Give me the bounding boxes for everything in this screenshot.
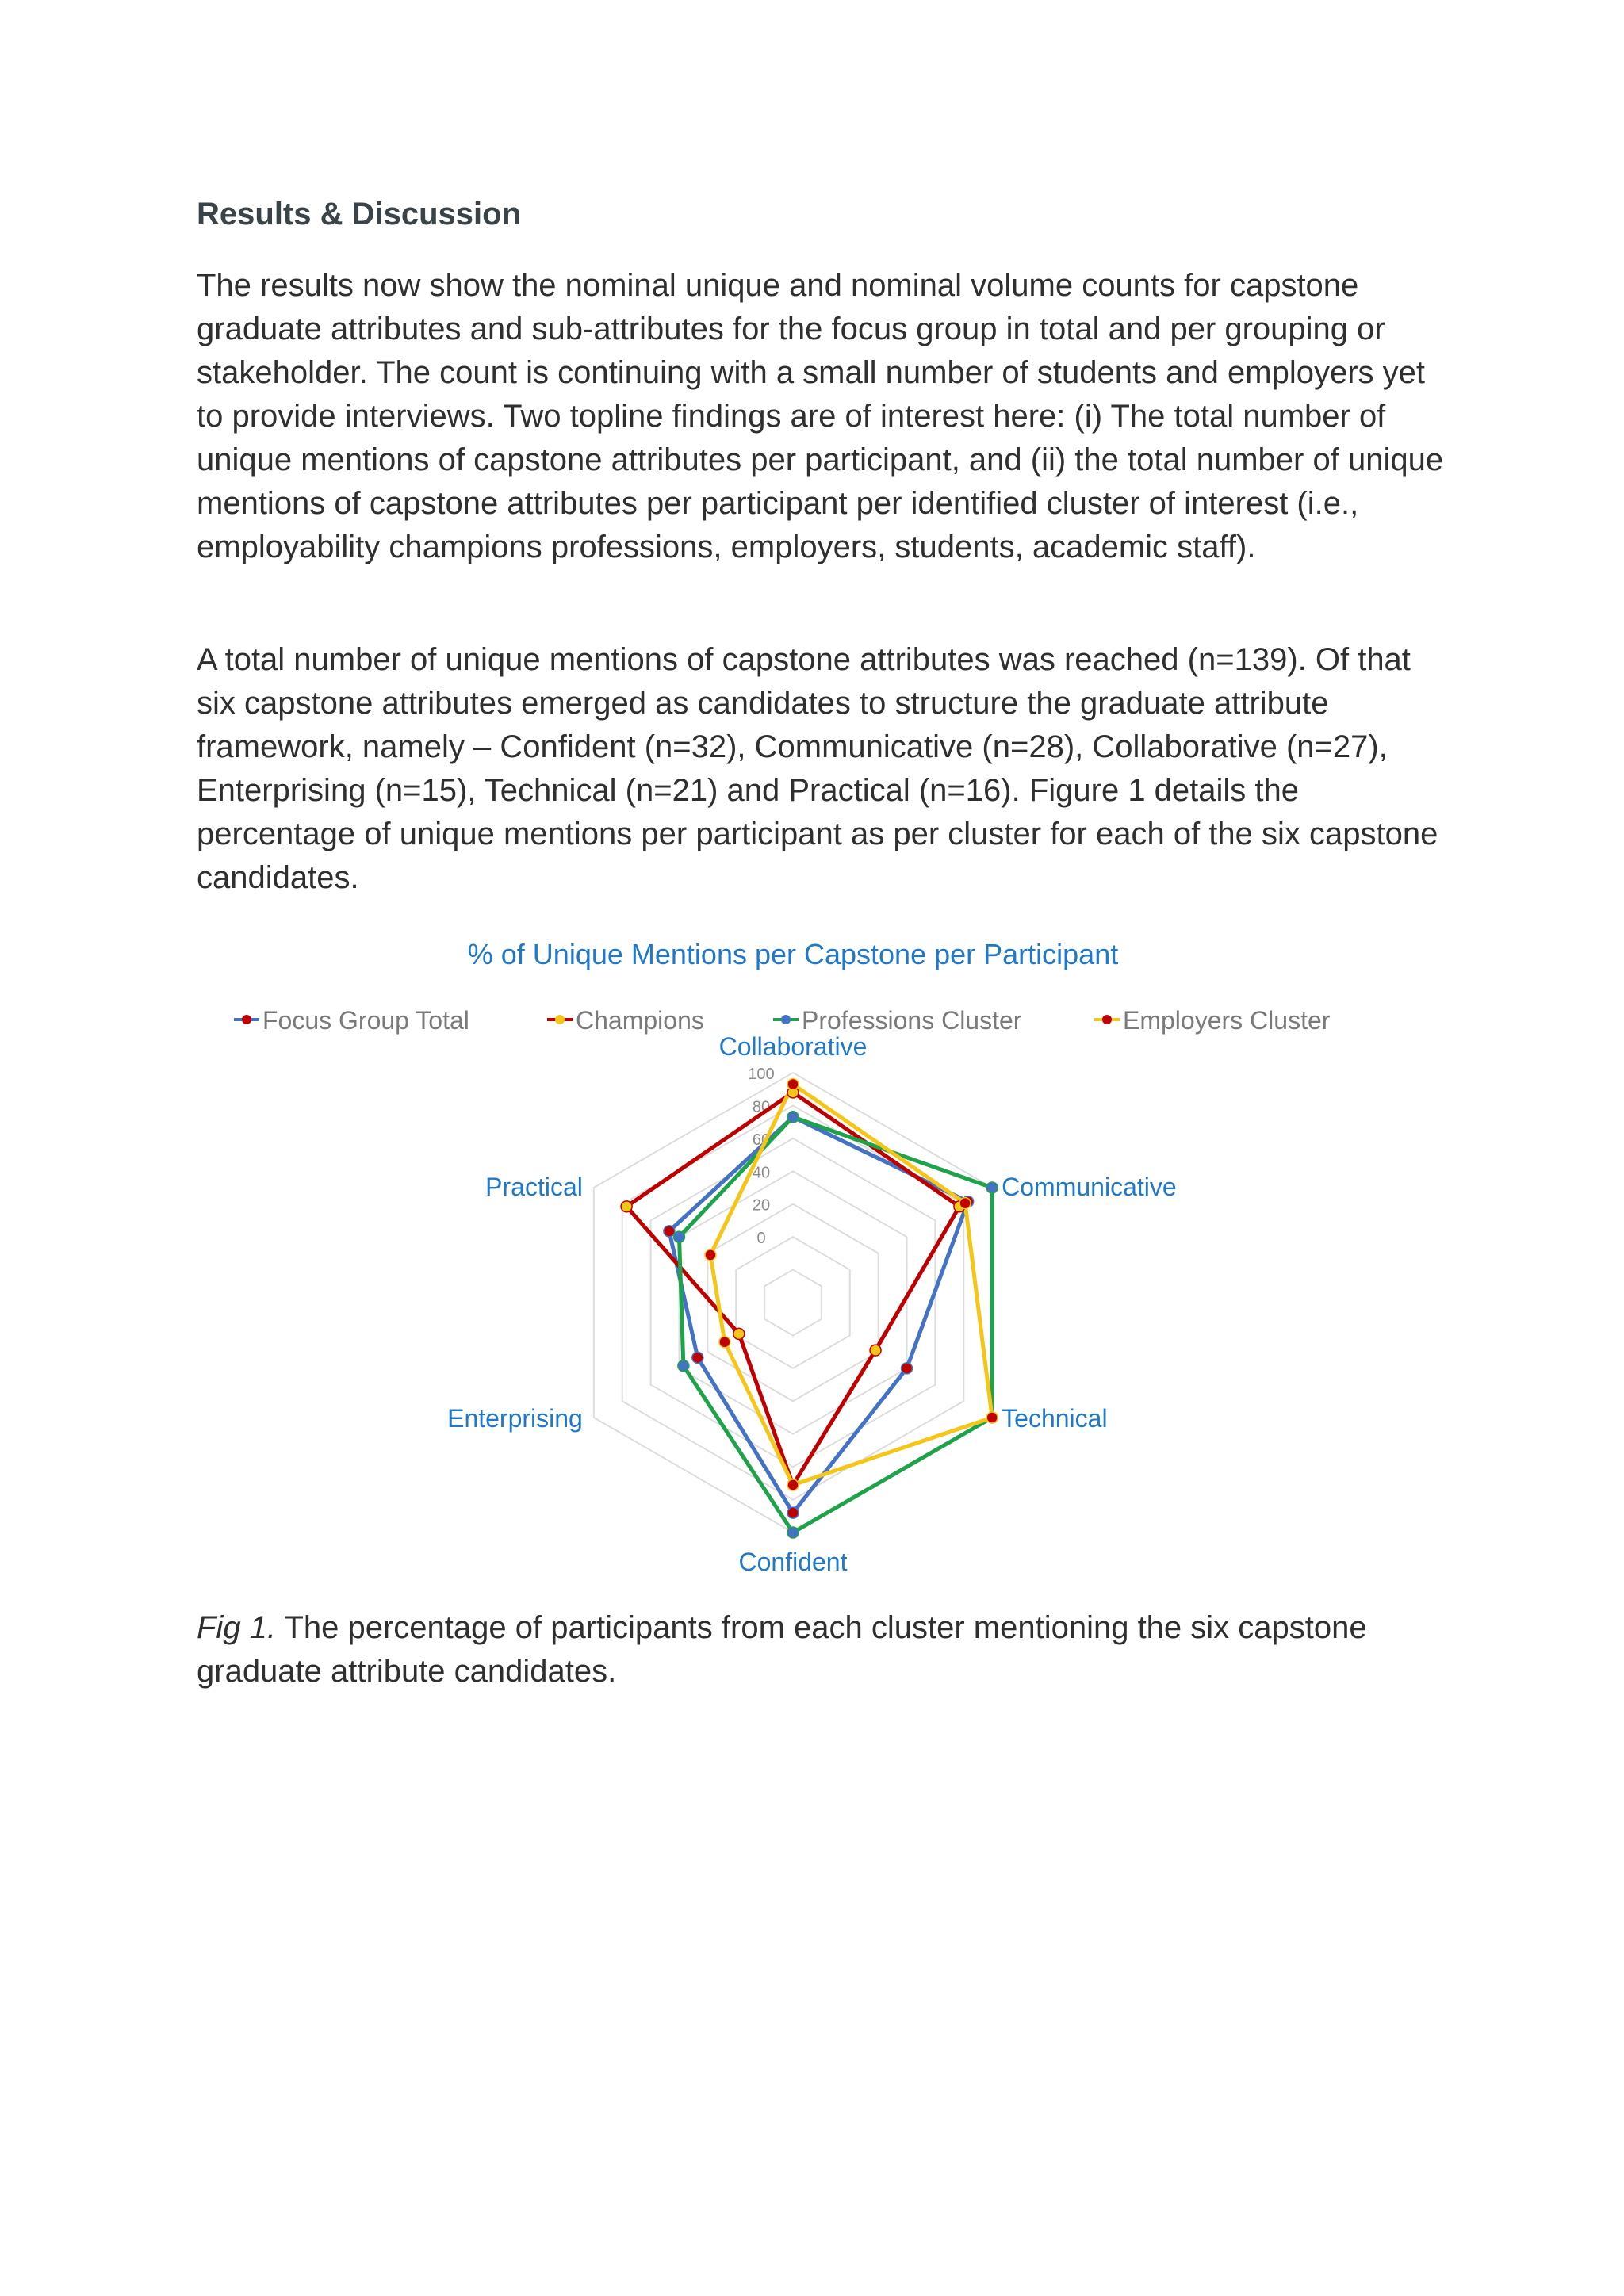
data-point-focus-group-total-technical <box>902 1363 913 1374</box>
data-point-professions-cluster-enterprising <box>678 1360 689 1372</box>
axis-label-enterprising: Enterprising <box>447 1404 583 1433</box>
axis-label-practical: Practical <box>485 1173 583 1201</box>
paragraph-1-container <box>197 264 1450 569</box>
grid-ring-60 <box>651 1138 936 1467</box>
chart-title: % of Unique Mentions per Capstone per Participant <box>467 938 1119 970</box>
radar-chart <box>262 936 1331 1576</box>
legend-label-professions-cluster: Professions Cluster <box>802 1006 1022 1035</box>
radar-chart-figure <box>262 936 1331 1576</box>
tick-label-0: 0 <box>756 1230 766 1248</box>
legend-label-champions: Champions <box>576 1006 704 1035</box>
tick-label-100: 100 <box>748 1066 775 1083</box>
tick-label-40: 40 <box>752 1164 771 1182</box>
figure-caption-text: The percentage of participants from each cluster mentioning the six capstone graduate attribute candidates. <box>197 1610 1367 1689</box>
legend-marker-champions <box>555 1015 565 1024</box>
data-point-professions-cluster-practical <box>673 1231 684 1242</box>
data-point-focus-group-total-enterprising <box>692 1352 703 1363</box>
data-point-professions-cluster-confident <box>787 1527 799 1538</box>
axis-label-technical: Technical <box>1002 1404 1108 1433</box>
series-line-champions <box>626 1093 959 1485</box>
data-point-employers-cluster-confident <box>787 1479 799 1490</box>
axis-label-communicative: Communicative <box>1002 1173 1177 1201</box>
figure-caption <box>197 1606 1450 1693</box>
data-point-employers-cluster-collaborative <box>787 1079 799 1090</box>
data-point-champions-practical <box>621 1201 632 1212</box>
tick-label-20: 20 <box>752 1196 771 1215</box>
figure-caption-label: Fig 1. <box>197 1610 277 1645</box>
data-point-employers-cluster-technical <box>986 1412 998 1423</box>
paragraph-2-container <box>197 638 1450 900</box>
section-heading: Results & Discussion <box>197 197 522 232</box>
data-point-professions-cluster-collaborative <box>787 1112 799 1123</box>
data-point-champions-enterprising <box>733 1328 745 1339</box>
data-point-focus-group-total-confident <box>787 1507 799 1518</box>
grid-ring-20 <box>707 1204 878 1402</box>
paragraph-2: A total number of unique mentions of capstone attributes was reached (n=139). Of that six capstone attributes emerged as candidates to structure the graduate attribute framework, namely – Confident (n=32), Communicative (n=28), Collaborative (n=27), Enterprising (n=15), Technical (n=21) and Practical (n=16). Figure 1 details the percentage of unique mentions per participant as per cluster for each of the six capstone candidates. <box>197 642 1438 895</box>
data-point-employers-cluster-practical <box>705 1249 716 1261</box>
grid-ring-m20 <box>764 1270 822 1336</box>
paragraph-1: The results now show the nominal unique and nominal volume counts for capstone graduate attributes and sub-attributes for the focus group in total and per grouping or stakeholder. The count is continuing with a small number of students and employers yet to provide interviews. Two topline findings are of interest here: (i) The total number of unique mentions of capstone attributes per participant, and (ii) the total number of unique mentions of capstone attributes per participant per identified cluster of interest (i.e., employability champions professions, employers, students, academic staff). <box>197 268 1444 564</box>
tick-label-60: 60 <box>752 1131 771 1149</box>
data-point-champions-technical <box>870 1345 881 1356</box>
data-point-focus-group-total-practical <box>664 1226 675 1237</box>
data-point-employers-cluster-enterprising <box>719 1337 730 1348</box>
legend-label-employers-cluster: Employers Cluster <box>1123 1006 1331 1035</box>
legend-marker-employers-cluster <box>1102 1015 1112 1024</box>
data-point-employers-cluster-communicative <box>959 1198 971 1209</box>
data-point-professions-cluster-communicative <box>986 1182 998 1193</box>
grid-ring-0 <box>736 1237 850 1368</box>
axis-label-collaborative: Collaborative <box>718 1032 868 1061</box>
axis-label-confident: Confident <box>738 1548 848 1576</box>
legend-marker-professions-cluster <box>781 1015 791 1024</box>
tick-label-80: 80 <box>752 1098 771 1116</box>
legend-label-focus-group-total: Focus Group Total <box>262 1006 469 1035</box>
legend-marker-focus-group-total <box>242 1015 251 1024</box>
